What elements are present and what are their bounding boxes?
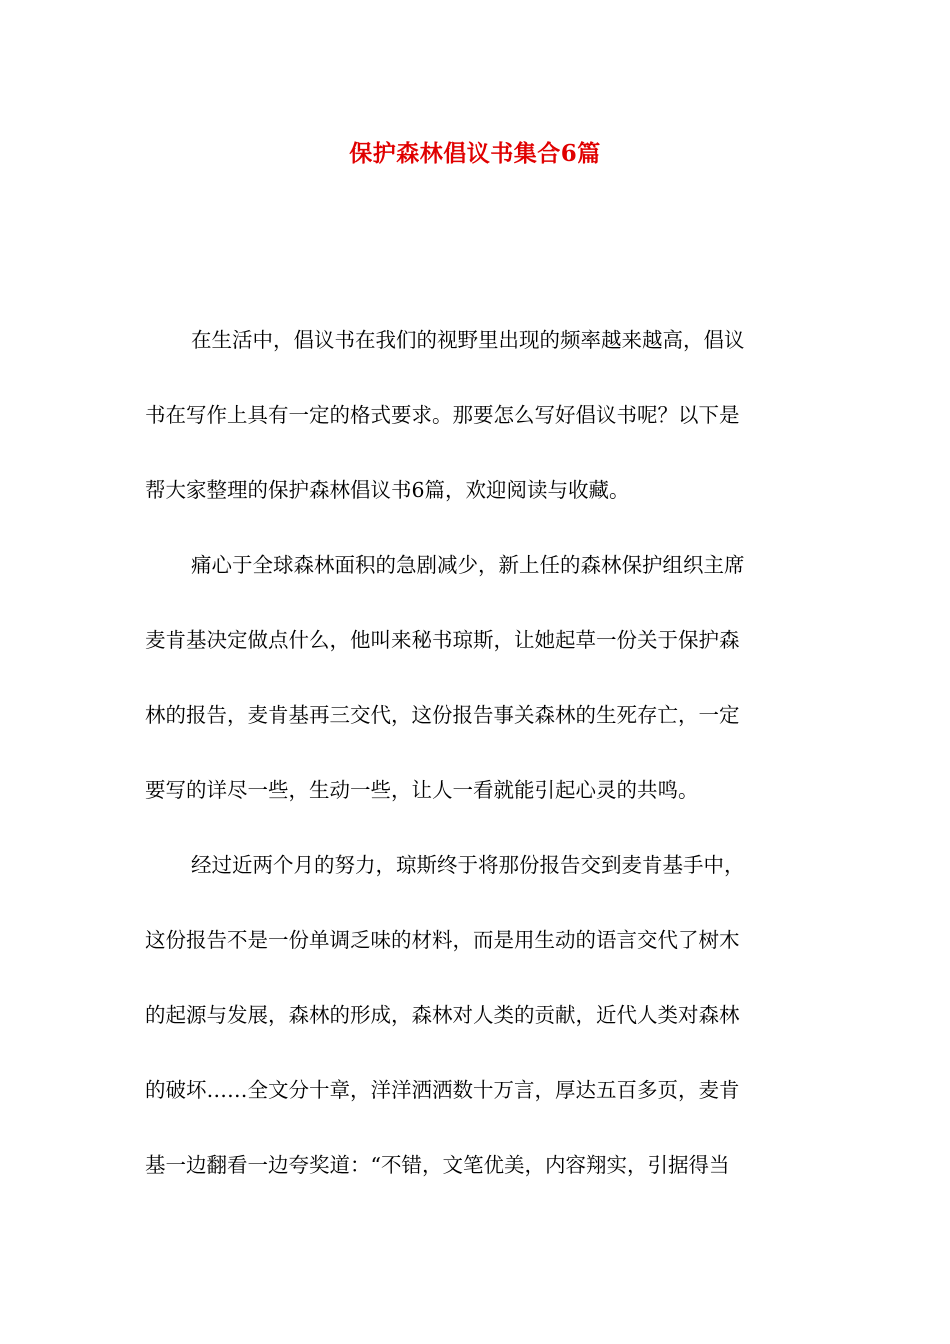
line-text: 麦肯基决定做点什么，他叫来秘书琼斯，让她起草一份关于保护森 xyxy=(145,628,740,652)
line-text: 经过近两个月的努力，琼斯终于将那份报告交到麦肯基手中， xyxy=(191,853,745,877)
line-text: 帮大家整理的保护森林倡议书6篇，欢迎阅读与收藏。 xyxy=(145,478,630,502)
line-text: 在生活中，倡议书在我们的视野里出现的频率越来越高，倡议 xyxy=(191,328,745,352)
line-text: 书在写作上具有一定的格式要求。那要怎么写好倡议书呢？以下是 xyxy=(145,403,740,427)
line-text: 痛心于全球森林面积的急剧减少，新上任的森林保护组织主席 xyxy=(191,553,745,577)
line-text: 这份报告不是一份单调乏味的材料，而是用生动的语言交代了树木 xyxy=(145,928,740,952)
document-title: 保护森林倡议书集合6篇 xyxy=(349,140,601,167)
line-text: 的起源与发展，森林的形成，森林对人类的贡献，近代人类对森林 xyxy=(145,1003,740,1027)
line-text: 基一边翻看一边夸奖道：“不错，文笔优美，内容翔实，引据得当 xyxy=(145,1153,730,1177)
line-text: 的破坏……全文分十章，洋洋洒洒数十万言，厚达五百多页，麦肯 xyxy=(145,1078,740,1102)
line-text: 要写的详尽一些，生动一些，让人一看就能引起心灵的共鸣。 xyxy=(145,778,699,802)
line-text: 林的报告，麦肯基再三交代，这份报告事关森林的生死存亡，一定 xyxy=(145,703,740,727)
